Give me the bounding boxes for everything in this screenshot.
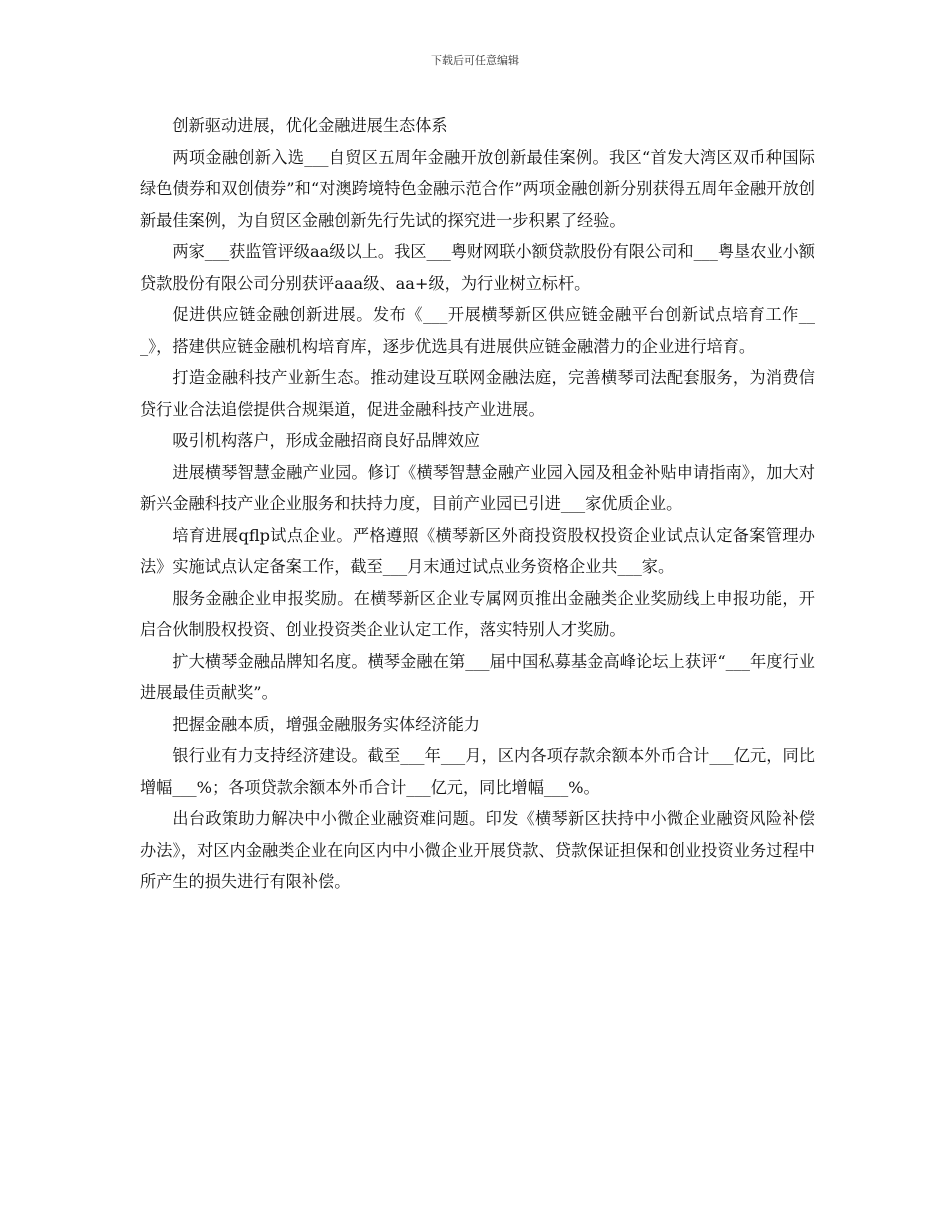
document-body xyxy=(140,110,815,898)
paragraph: 银行业有力支持经济建设。截至___年___月，区内各项存款余额本外币合计___亿元，同比增幅___%；各项贷款余额本外币合计___亿元，同比增幅___%。 xyxy=(140,746,815,797)
paragraph: 两家___获监管评级aa级以上。我区___粤财网联小额贷款股份有限公司和___粤垦农业小额贷款股份有限公司分别获评aaa级、aa+级，为行业树立标杆。 xyxy=(140,242,815,293)
section-heading: 创新驱动进展，优化金融进展生态体系 xyxy=(172,116,448,135)
page-header: 下载后可任意编辑 xyxy=(431,54,519,67)
section-heading: 把握金融本质，增强金融服务实体经济能力 xyxy=(172,714,480,734)
section-heading: 吸引机构落户，形成金融招商良好品牌效应 xyxy=(172,431,480,450)
paragraph: 进展横琴智慧金融产业园。修订《横琴智慧金融产业园入园及租金补贴申请指南》，加大对新兴金融科技产业企业服务和扶持力度，目前产业园已引进___家优质企业。 xyxy=(140,462,815,513)
paragraph: 出台政策助力解决中小微企业融资难问题。印发《横琴新区扶持中小微企业融资风险补偿办法》，对区内金融类企业在向区内中小微企业开展贷款、贷款保证担保和创业投资业务过程中所产生的损失进行有限补偿。 xyxy=(140,809,815,891)
paragraph: 促进供应链金融创新进展。发布《___开展横琴新区供应链金融平台创新试点培育工作___》，搭建供应链金融机构培育库，逐步优选具有进展供应链金融潜力的企业进行培育。 xyxy=(140,305,815,356)
paragraph: 扩大横琴金融品牌知名度。横琴金融在第___届中国私募基金高峰论坛上获评“___年度行业进展最佳贡献奖”。 xyxy=(140,651,815,702)
paragraph: 培育进展qflp试点企业。严格遵照《横琴新区外商投资股权投资企业试点认定备案管理办法》实施试点认定备案工作，截至___月末通过试点业务资格企业共___家。 xyxy=(140,525,815,576)
paragraph: 打造金融科技产业新生态。推动建设互联网金融法庭，完善横琴司法配套服务，为消费信贷行业合法追偿提供合规渠道，促进金融科技产业进展。 xyxy=(140,368,815,419)
paragraph: 服务金融企业申报奖励。在横琴新区企业专属网页推出金融类企业奖励线上申报功能，开启合伙制股权投资、创业投资类企业认定工作，落实特别人才奖励。 xyxy=(140,588,815,639)
paragraph: 两项金融创新入选___自贸区五周年金融开放创新最佳案例。我区“首发大湾区双币种国际绿色债券和双创债券”和“对澳跨境特色金融示范合作”两项金融创新分别获得五周年金融开放创新最佳案例，为自贸区金融创新先行先试的探究进一步积累了经验。 xyxy=(140,147,815,230)
